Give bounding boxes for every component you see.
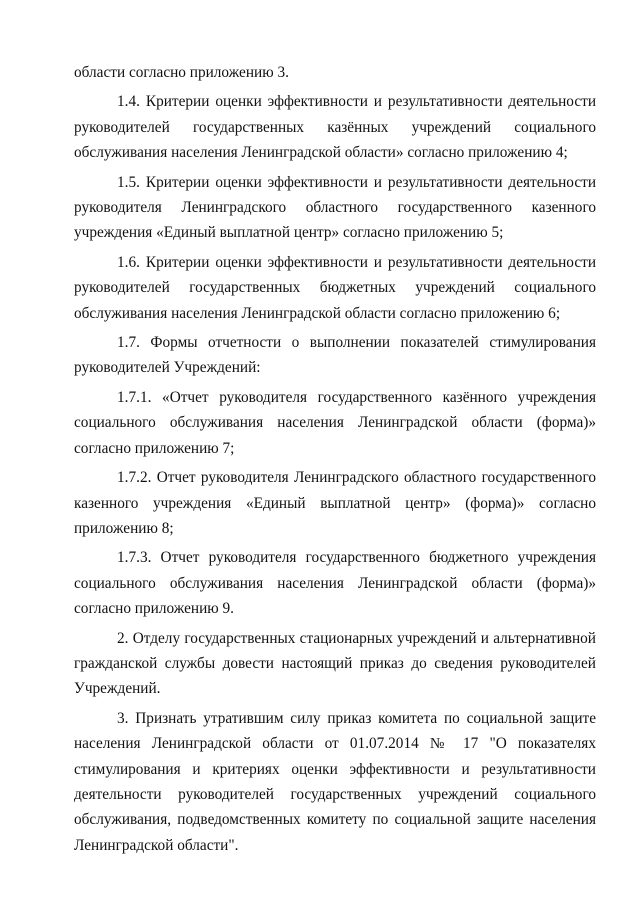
paragraph-1-5: 1.5. Критерии оценки эффективности и результативности деятельности руководителя Ленинградского областного государственного казенного учреждения «Единый выплатной центр» согласно приложению 5; <box>74 173 596 242</box>
paragraph-1-7-1: 1.7.1. «Отчет руководителя государственного казённого учреждения социального обслуживания населения Ленинградской области (форма)» согласно приложению 7; <box>74 388 596 457</box>
paragraph-3: 3. Признать утратившим силу приказ комитета по социальной защите населения Ленинградской области от 01.07.2014 № 17 "О показателях стимулирования и критериях оценки эффективности и результативности деятельности руководителей государственных учреждений социального обслуживания, подведомственных комитету по социальной защите населения Ленинградской области". <box>74 709 596 854</box>
paragraph-1-7-2: 1.7.2. Отчет руководителя Ленинградского областного государственного казенного учреждения «Единый выплатной центр» (форма)» согласно приложению 8; <box>74 469 596 537</box>
paragraph-continuation: области согласно приложению 3. <box>74 64 289 81</box>
paragraph-1-6: 1.6. Критерии оценки эффективности и результативности деятельности руководителей государственных бюджетных учреждений социального обслуживания населения Ленинградской области согласно приложению 6; <box>74 253 596 322</box>
paragraph-2: 2. Отделу государственных стационарных учреждений и альтернативной гражданской службы довести настоящий приказ до сведения руководителей Учреждений. <box>74 629 596 698</box>
paragraph-1-4: 1.4. Критерии оценки эффективности и результативности деятельности руководителей государственных казённых учреждений социального обслуживания населения Ленинградской области» согласно приложению 4; <box>74 93 596 162</box>
paragraph-1-7-3: 1.7.3. Отчет руководителя государственного бюджетного учреждения социального обслуживания населения Ленинградской области (форма)» согласно приложению 9. <box>74 549 596 618</box>
paragraph-1-7: 1.7. Формы отчетности о выполнении показателей стимулирования руководителей Учреждений: <box>74 334 596 377</box>
